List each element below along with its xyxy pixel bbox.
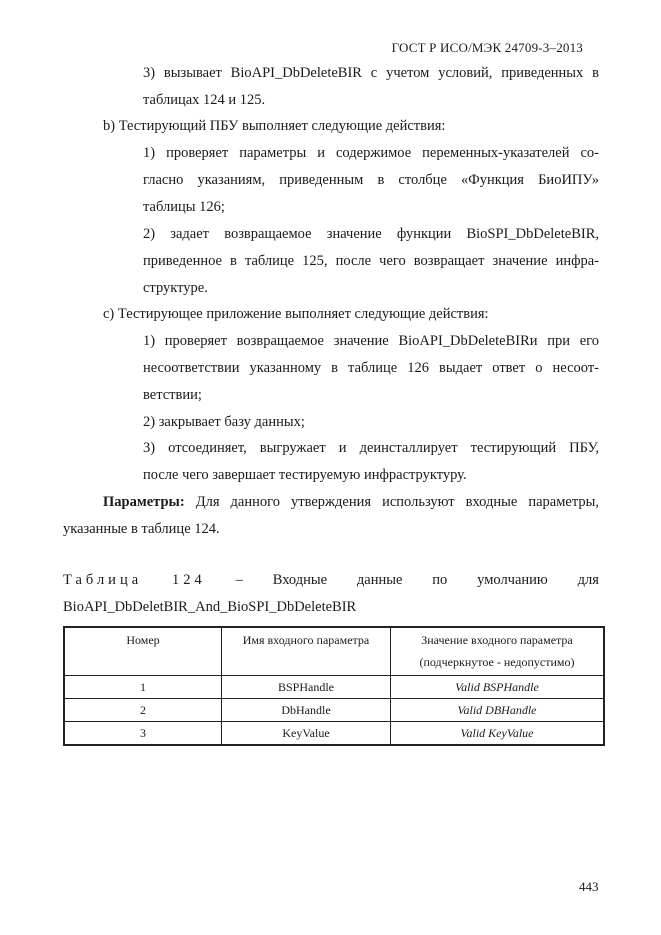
item-b1-line2: гласно указаниям, приведенным в столбце «Функция БиоИПУ» — [143, 172, 599, 188]
item-b1-line1: 1) проверяет параметры и содержимое переменных-указателей со- — [143, 145, 599, 161]
header-param-value-line2: (подчеркнутое - недопустимо) — [419, 655, 575, 669]
parameters-line2: указанные в таблице 124. — [63, 521, 220, 537]
item-b1-line3: таблицы 126; — [143, 199, 225, 215]
item-b2-line1: 2) задает возвращаемое значение функции BioSPI_DbDeleteBIR, — [143, 226, 599, 242]
caption-word: для — [577, 572, 599, 588]
item-c1-line1: 1) проверяет возвращаемое значение BioAPI_DbDeleteBIRи при его — [143, 333, 599, 349]
table-header-row — [64, 627, 604, 676]
item-b2-line2: приведенное в таблице 125, после чего возвращает значение инфра- — [143, 253, 599, 269]
item-a3-line1: 3) вызывает BioAPI_DbDeleteBIR с учетом условий, приведенных в — [143, 65, 599, 81]
cell-number: 2 — [64, 699, 222, 722]
item-a3-line2: таблицах 124 и 125. — [143, 92, 266, 108]
cell-param-value: Valid BSPHandle — [391, 676, 605, 699]
item-b: b) Тестирующий ПБУ выполняет следующие действия: — [103, 118, 446, 134]
header-param-value-line1: Значение входного параметра — [421, 633, 573, 647]
item-c1-line2: несоответствии указанному в таблице 126 выдает ответ о несоот- — [143, 360, 599, 376]
caption-word: умолчанию — [477, 572, 548, 588]
table-caption — [63, 572, 599, 589]
cell-param-value: Valid DBHandle — [391, 699, 605, 722]
table-row — [64, 676, 604, 699]
item-c: c) Тестирующее приложение выполняет следующие действия: — [103, 306, 489, 322]
header-param-name: Имя входного параметра — [222, 627, 391, 676]
cell-number: 1 — [64, 676, 222, 699]
parameters-line1 — [103, 489, 599, 516]
header-number: Номер — [64, 627, 222, 676]
table-row — [64, 722, 604, 746]
document-header: ГОСТ Р ИСО/МЭК 24709-3–2013 — [391, 40, 583, 55]
table-caption-line2: BioAPI_DbDeletBIR_And_BioSPI_DbDeleteBIR — [63, 599, 357, 615]
cell-param-value: Valid KeyValue — [391, 722, 605, 746]
caption-table-number: 124 — [172, 572, 206, 588]
cell-param-name: BSPHandle — [222, 676, 391, 699]
cell-param-name: DbHandle — [222, 699, 391, 722]
caption-dash: – — [235, 572, 243, 588]
header-param-value — [391, 627, 605, 676]
page-number: 443 — [579, 879, 599, 894]
item-c1-line3: ветствии; — [143, 387, 202, 403]
item-c2: 2) закрывает базу данных; — [143, 414, 305, 430]
caption-word: по — [432, 572, 448, 588]
cell-param-name: KeyValue — [222, 722, 391, 746]
parameters-label: Параметры: — [103, 494, 185, 510]
item-b2-line3: структуре. — [143, 280, 208, 296]
caption-word: данные — [356, 572, 403, 588]
input-parameters-table — [63, 626, 605, 746]
caption-word: Таблица — [63, 572, 143, 588]
table-row — [64, 699, 604, 722]
parameters-text: Для данного утверждения используют входные параметры, — [184, 494, 599, 510]
item-c3-line2: после чего завершает тестируемую инфраструктуру. — [143, 467, 467, 483]
item-c3-line1: 3) отсоединяет, выгружает и деинсталлирует тестирующий ПБУ, — [143, 440, 599, 456]
caption-word: Входные — [272, 572, 328, 588]
cell-number: 3 — [64, 722, 222, 746]
